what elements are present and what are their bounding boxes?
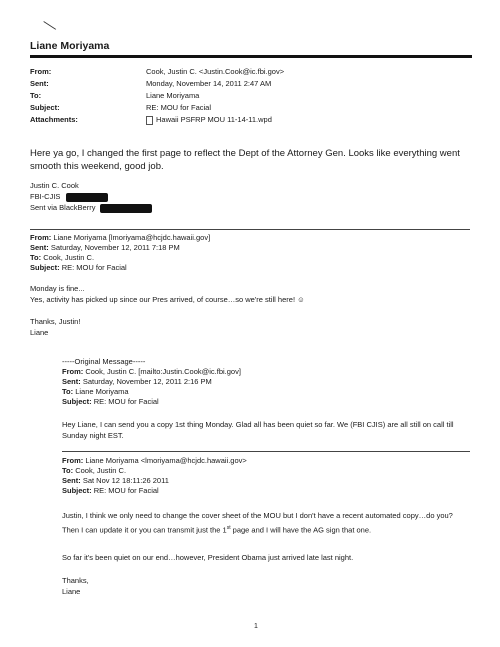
header-from: From: Cook, Justin C. <Justin.Cook@ic.fbi.gov>: [30, 67, 285, 76]
message-2-line-1: Monday is fine...: [30, 284, 85, 293]
message-2-thanks: Thanks, Justin!: [30, 317, 81, 326]
signature-org: FBI-CJIS: [30, 192, 61, 201]
message-4-paragraph-1: Justin, I think we only need to change the cover sheet of the MOU but I don't have a recent automated copy…do you? Then I can update it or you can transmit just the 1st page and I will have the AG sign that one.: [62, 511, 453, 535]
message-divider: [30, 229, 470, 230]
page-number: 1: [254, 623, 258, 630]
redaction-box: [66, 193, 108, 202]
signature-name: Justin C. Cook: [30, 181, 79, 190]
original-message-marker: -----Original Message-----: [62, 357, 146, 366]
message-divider: [62, 451, 470, 452]
message-3-body: Hey Liane, I can send you a copy 1st thing Monday. Glad all has been quiet so far. We (FBI CJIS) are all still on call till Sunday night EST.: [62, 420, 454, 440]
mailbox-owner: Liane Moriyama: [30, 40, 110, 52]
message-4-header: From: Liane Moriyama <lmoriyama@hcjdc.hawaii.gov> To: Cook, Justin C. Sent: Sat Nov 12 18:11:26 2011 Subject: RE: MOU for Facial: [62, 456, 247, 495]
attachment-file-icon[interactable]: [146, 116, 153, 125]
attachment-name[interactable]: Hawaii PSFRP MOU 11-14-11.wpd: [156, 115, 272, 124]
message-4-closing: Thanks,: [62, 576, 89, 585]
message-3-header: From: Cook, Justin C. [mailto:Justin.Cook@ic.fbi.gov] Sent: Saturday, November 12, 2011 2:16 PM To: Liane Moriyama Subject: RE: MOU for Facial: [62, 367, 241, 406]
message-2-line-2: Yes, activity has picked up since our Pres arrived, of course…so we're still here! ☺: [30, 295, 305, 304]
header-to: To: Liane Moriyama: [30, 91, 200, 100]
header-subject: Subject: RE: MOU for Facial: [30, 103, 212, 112]
message-2-header: From: Liane Moriyama [lmoriyama@hcjdc.hawaii.gov] Sent: Saturday, November 12, 2011 7:18 PM To: Cook, Justin C. Subject: RE: MOU for Facial: [30, 233, 211, 272]
scan-mark: ╲: [44, 19, 56, 33]
message-2-signoff: Liane: [30, 328, 49, 337]
header-attachments: Attachments: Hawaii PSFRP MOU 11-14-11.wpd: [30, 115, 272, 124]
header-sent: Sent: Monday, November 14, 2011 2:47 AM: [30, 79, 272, 88]
message-4-signoff: Liane: [62, 587, 81, 596]
header-divider: [30, 55, 472, 58]
signature-device: Sent via BlackBerry: [30, 203, 96, 212]
reply-body: Here ya go, I changed the first page to reflect the Dept of the Attorney Gen. Looks like everything went smooth this weekend, good job.: [30, 148, 460, 172]
redaction-box: [100, 204, 152, 213]
message-4-paragraph-2: So far it's been quiet on our end…however, President Obama just arrived late last night.: [62, 553, 354, 562]
